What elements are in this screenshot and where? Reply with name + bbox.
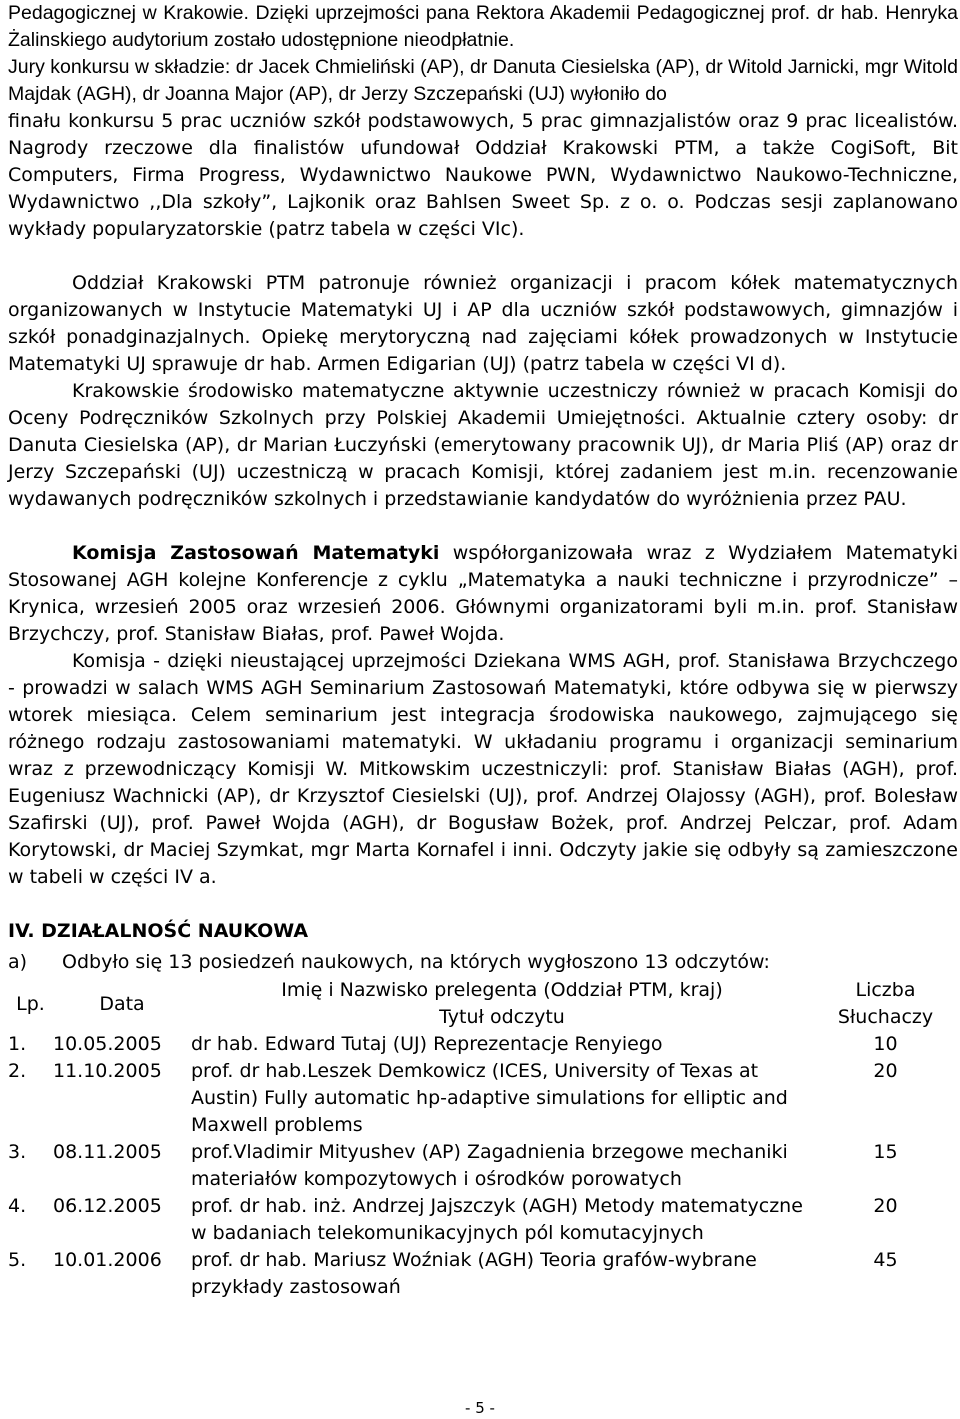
row-count: 10 [873,1033,898,1055]
spacer [8,513,958,540]
page-number: - 5 - [465,1399,495,1417]
spacer [8,243,958,270]
row-count: 20 [873,1060,898,1082]
header-title-line1: Imię i Nazwisko prelegenta (Oddział PTM, kraj) [281,979,723,1001]
table-row [8,1139,958,1193]
header-count-line2: Słuchaczy [837,1006,934,1028]
paragraph-seminar: Komisja - dzięki nieustającej uprzejmości Dziekana WMS AGH, prof. Stanisława Brzychczego - prowadzi w salach WMS AGH Seminarium Zastosowań Matematyki, które odbywa się w pierwszy wtorek miesiąca. Celem seminarium jest integracja środowiska naukowego, zajmującego się różnego rodzaju zastosowaniami matematyki. W układaniu programu i organizacji seminarium wraz z przewodniczący Komisji W. Mitkowskim uczestniczyli: prof. Stanisław Białas (AGH), prof. Eugeniusz Wachnicki (AP), dr Krzysztof Ciesielski (UJ), prof. Andrzej Olajossy (AGH), prof. Bolesław Szafirski (UJ), prof. Paweł Wojda (AGH), dr Bogusław Bożek, prof. Andrzej Pelczar, prof. Adam Korytowski, dr Maciej Szymkat, mgr Marta Kornafel i inni. Odczyty jakie się odbyły są zamieszczone w tabeli w części IV a. [8,650,958,888]
row-lp: 5. [8,1249,27,1271]
jury-section [8,0,958,108]
document-page [8,0,958,1301]
spacer [8,891,958,918]
row-lp: 3. [8,1141,27,1163]
table-row [8,1193,958,1247]
row-count: 15 [873,1141,898,1163]
row-title: prof. dr hab. inż. Andrzej Jajszczyk (AGH) Metody matematyczne w badaniach telekomunikacyjnych pól komutacyjnych [191,1195,803,1244]
paragraph-jury: Jury konkursu w składzie: dr Jacek Chmieliński (AP), dr Danuta Ciesielska (AP), dr Witold Jarnicki, mgr Witold Majdak (AGH), dr Joanna Major (AP), dr Jerzy Szczepański (UJ) wyłoniło do [8,56,958,105]
row-title: dr hab. Edward Tutaj (UJ) Reprezentacje Renyiego [191,1033,663,1055]
paragraph-textbook-commission: Krakowskie środowisko matematyczne aktywnie uczestniczy również w pracach Komisji do Oceny Podręczników Szkolnych przy Polskiej Akademii Umiejętności. Aktualnie cztery osoby: dr Danuta Ciesielska (AP), dr Marian Łuczyński (emerytowany pracownik UJ), dr Maria Pliś (AP) oraz dr Jerzy Szczepański (UJ) uczestniczą w pracach Komisji, której zadaniem jest m.in. recenzowanie wydawanych podręczników szkolnych i przedstawianie kandydatów do wyróżnienia przez PAU. [8,380,958,510]
header-title-line2: Tytuł odczytu [439,1006,565,1028]
header-count [813,977,958,1031]
row-count: 20 [873,1195,898,1217]
table-row [8,1058,958,1139]
row-lp: 2. [8,1060,27,1082]
header-title [191,977,813,1031]
row-date: 10.05.2005 [53,1033,162,1055]
row-count: 45 [873,1249,898,1271]
paragraph-math-circles: Oddział Krakowski PTM patronuje również organizacji i pracom kółek matematycznych organizowanych w Instytucie Matematyki UJ i AP dla uczniów szkół podstawowych, gimnazjów i szkół ponadginazjalnych. Opiekę merytoryczną nad zajęciami kółek prowadzonych w Instytucie Matematyki UJ sprawuje dr hab. Armen Edigarian (UJ) (patrz tabela w części VI d). [8,272,958,375]
row-date: 11.10.2005 [53,1060,162,1082]
header-count-line1: Liczba [855,979,916,1001]
row-date: 08.11.2005 [53,1141,162,1163]
row-lp: 1. [8,1033,27,1055]
row-title: prof.Vladimir Mityushev (AP) Zagadnienia brzegowe mechaniki materiałów kompozytowych i ośrodków porowatych [191,1141,788,1190]
section-item [8,949,958,976]
row-title: prof. dr hab. Mariusz Woźniak (AGH) Teoria grafów-wybrane przykłady zastosowań [191,1249,757,1298]
item-marker: a) [8,951,28,973]
paragraph-finalists: finału konkursu 5 prac uczniów szkół podstawowych, 5 prac gimnazjalistów oraz 9 prac licealistów. Nagrody rzeczowe dla finalistów ufundował Oddział Krakowski PTM, a także CogiSoft, Bit Computers, Firma Progress, Wydawnictwo Naukowe PWN, Wydawnictwo Naukowo-Techniczne, Wydawnictwo ,,Dla szkoły”, Lajkonik oraz Bahlsen Sweet Sp. z o. o. Podczas sesji zaplanowano wykłady popularyzatorskie (patrz tabela w części VIc). [8,110,958,240]
row-lp: 4. [8,1195,27,1217]
table-row [8,1031,958,1058]
paragraph-auditorium: Pedagogicznej w Krakowie. Dzięki uprzejmości pana Rektora Akademii Pedagogicznej prof. dr hab. Henryka Żalinskiego audytorium zostało udostępnione nieodpłatnie. [8,2,958,51]
row-date: 10.01.2006 [53,1249,162,1271]
header-date: Data [99,992,145,1015]
paragraph-applications-commission [8,540,958,648]
header-lp: Lp. [16,992,45,1015]
commission-text: współorganizowała wraz z Wydziałem Matematyki Stosowanej AGH kolejne Konferencje z cyklu „Matematyka a nauki techniczne i przyrodnicze” – Krynica, wrzesień 2005 oraz wrzesień 2006. Głównymi organizatorami byli m.in. prof. Stanisław Brzychczy, prof. Stanisław Białas, prof. Paweł Wojda. [8,542,958,645]
item-text: Odbyło się 13 posiedzeń naukowych, na których wygłoszono 13 odczytów: [62,951,770,973]
section-heading: IV. DZIAŁALNOŚĆ NAUKOWA [8,920,309,942]
lectures-table [8,977,958,1301]
commission-name: Komisja Zastosowań Matematyki [72,542,440,564]
table-row [8,1247,958,1301]
table-header-row [8,977,958,1031]
row-title: prof. dr hab.Leszek Demkowicz (ICES, University of Texas at Austin) Fully automatic hp-adaptive simulations for elliptic and Maxwell problems [191,1060,788,1136]
row-date: 06.12.2005 [53,1195,162,1217]
